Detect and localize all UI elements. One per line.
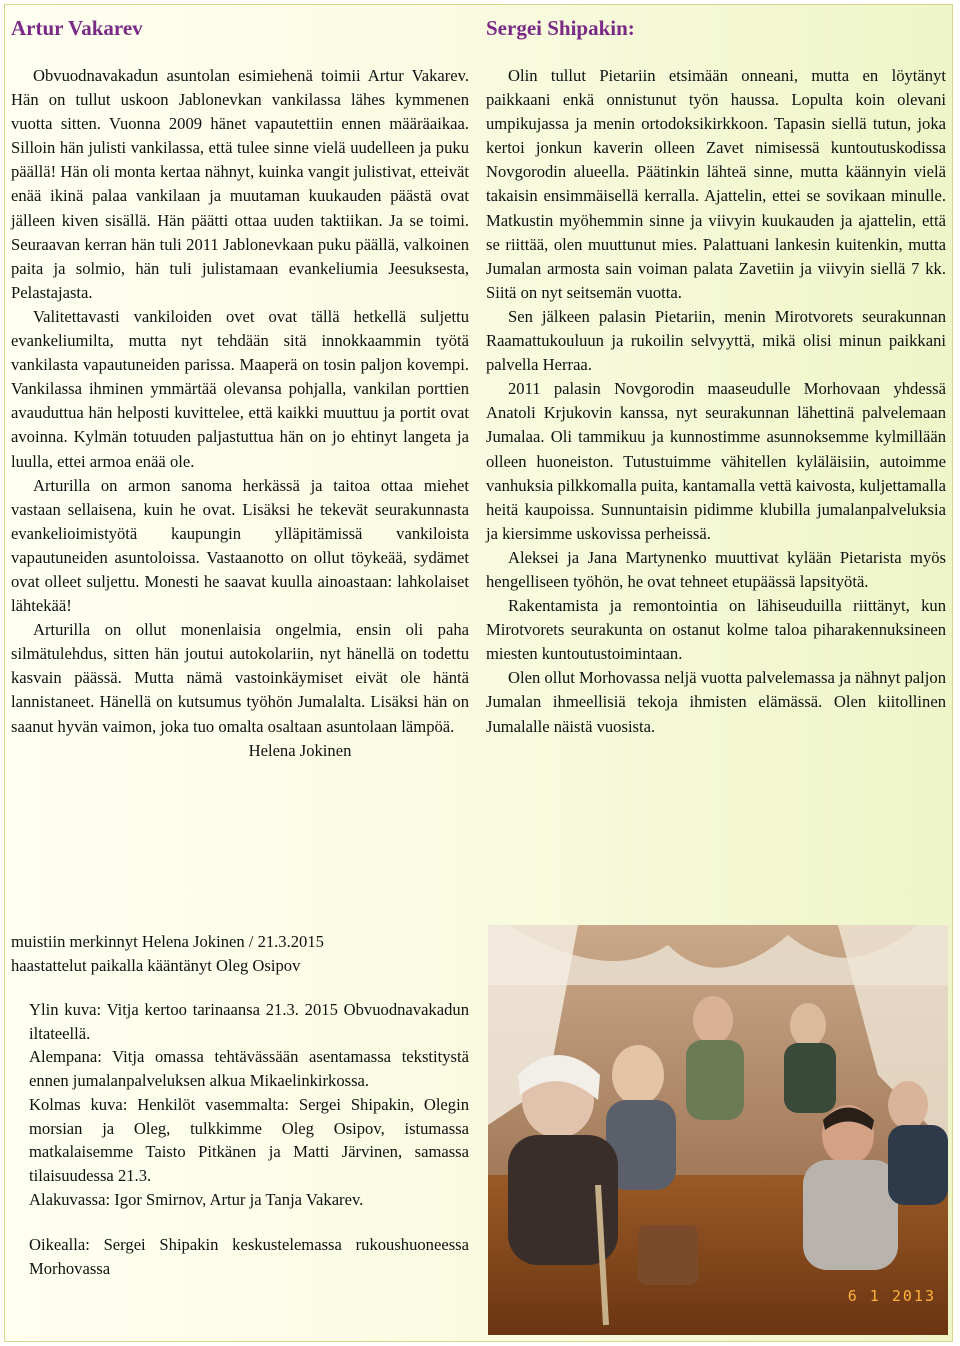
credits-line: muistiin merkinnyt Helena Jokinen / 21.3.2015 xyxy=(11,932,324,951)
caption-third: Kolmas kuva: Henkilöt vasemmalta: Sergei Shipakin, Olegin morsian ja Oleg, tulkkimme Oleg Osipov, istumassa matkalaisemme Taisto Pitkänen ja Matti Järvinen, samassa tilaisuudessa 21.3. xyxy=(29,1094,469,1185)
left-paragraph: Obvuodnavakadun asuntolan esimiehenä toimii Artur Vakarev. Hän on tullut uskoon Jablonevkan vankilassa lähes kymmenen vuotta sitten. Vuonna 2009 hänet vapautettiin ennen määräaikaa. Silloin hän julisti vankilassa, että tulee sinne vielä uudelleen ja puku päällä! Hän oli monta kertaa nähnyt, kuinka vangit julistivat, etteivät enää ikinä palaa vankilaan ja muutaman kuukauden päästä ovat jälleen kiven sisällä. Hän päätti ottaa uuden taktiikan. Ja se toimi. Seuraavan kerran hän tuli 2011 Jablonevkaan puku päällä, valkoinen paita ja solmio, hän tuli julistamaan evankeliumia Jeesuksesta, Pelastajasta. xyxy=(11,66,469,302)
photo-illustration xyxy=(488,925,948,1335)
photo-prayer-room xyxy=(488,925,948,1335)
caption-bottom: Alakuvassa: Igor Smirnov, Artur ja Tanja Vakarev. xyxy=(29,1189,364,1209)
photo-date-stamp: 6 1 2013 xyxy=(847,1287,936,1305)
left-paragraph: Arturilla on armon sanoma herkässä ja taitoa ottaa miehet vastaan sellaisena, kuin he ovat. Lisäksi he tekevät seurakunnasta evankelioimistyötä kaupungin ylläpitämissä vankiloista vapautuneiden asuntoloissa. Vastaanotto on ollut töykeää, sydämet ovat olleet suljettu. Monesti he saavat kuulla ainoastaan: lahkolaiset lähtekää! xyxy=(11,475,469,616)
credits xyxy=(11,930,471,977)
right-paragraph: Aleksei ja Jana Martynenko muuttivat kylään Pietarista myös hengelliseen työhön, he ovat tehneet etupäässä lapsityötä. xyxy=(486,547,946,591)
signature: Helena Jokinen xyxy=(248,740,352,760)
left-paragraph: Arturilla on ollut monenlaisia ongelmia, ensin oli paha silmätulehdus, sitten hän joutui autokolariin, nyt hänellä on todettu kasvain päässä. Mutta nämä vastoinkäymiset eivät ole häntä lannistaneet. Hänellä on kutsumus työhön Jumalalta. Lisäksi hän on saanut hyvän vaimon, joka tuo omalta osaltaan asuntolaan lämpöä. xyxy=(11,620,469,736)
right-article xyxy=(486,64,946,739)
caption-below: Alempana: Vitja omassa tehtävässään asentamassa tekstitystä ennen jumalanpalveluksen alkua Mikaelinkirkossa. xyxy=(29,1047,469,1091)
left-paragraph: Valitettavasti vankiloiden ovet ovat tällä hetkellä suljettu evankeliumilta, mutta nyt tehdään sitä innokkaammin työtä vankilasta vapautuneiden parissa. Maaperä on tosin paljon kovempi. Vankilassa ihminen ymmärtää olevansa pohjalla, vankilan porttien avauduttua hän helposti kuvittelee, että kaikki muuttuu ja portit ovat avoinna. Kylmän totuuden paljastuttua hän on jo ehtinyt langeta ja luulla, ettei armoa enää ole. xyxy=(11,306,469,471)
right-paragraph: Olen ollut Morhovassa neljä vuotta palvelemassa ja nähnyt paljon Jumalan ihmeellisiä tekoja ihmisten elämässä. Olen kiitollinen Jumalalle näistä vuosista. xyxy=(486,668,946,736)
right-paragraph: Rakentamista ja remontointia on lähiseuduilla riittänyt, kun Mirotvorets seurakunta on ostanut kolme taloa piharakennuksineen miesten kuntoutustoimintaan. xyxy=(486,596,946,664)
left-article xyxy=(11,64,469,763)
photo-captions xyxy=(29,998,469,1281)
right-heading: Sergei Shipakin: xyxy=(486,16,635,40)
right-paragraph: Sen jälkeen palasin Pietariin, menin Mirotvorets seurakunnan Raamattukouluun ja rukoilin selvyyttä, mikä olisi minun paikkani palvella Herraa. xyxy=(486,306,946,375)
caption-right-photo: Oikealla: Sergei Shipakin keskustelemassa rukoushuoneessa Morhovassa xyxy=(29,1235,469,1279)
credits-line: haastattelut paikalla kääntänyt Oleg Osipov xyxy=(11,955,301,975)
right-paragraph: Olin tullut Pietariin etsimään onneani, mutta en löytänyt paikkaani enkä onnistunut työn haussa. Lopulta koin olevani umpikujassa ja menin ortodoksikirkkoon. Tapasin siellä tutun, joka kertoi jonkun kaverin olleen Zavet nimisessä kuntoutuskodissa Novgorodin alueella. Päätinkin lähteä sinne, mutta käännyin vielä takaisin ensimmäisellä kerralla. Ajattelin, ettei se sovikaan minulle. Matkustin myöhemmin sinne ja viivyin kuukauden ja ajattelin, että se riittää, olen muuttunut mies. Palattuani lankesin kuitenkin, mutta Jumalan armosta sain voiman palata Zavetiin ja viivyin siellä 7 kk. Siitä on nyt seitsemän vuotta. xyxy=(486,66,946,302)
right-paragraph: 2011 palasin Novgorodin maaseudulle Morhovaan yhdessä Anatoli Krjukovin kanssa, nyt seurakunnan lähettinä palvelemaan Jumalaa. Oli tammikuu ja kunnostimme asunnoksemme kylmillään olleen huoneiston. Tutustuimme vähitellen kyläläisiin, autoimme vanhuksia pilkkomalla puita, kantamalla vettä kaivosta, kuljettamalla heitä kaupoissa. Sunnuntaisin pidimme klubilla jumalanpalveluksia ja kiersimme uskovissa perheissä. xyxy=(486,379,946,543)
left-heading: Artur Vakarev xyxy=(11,16,143,40)
caption-top: Ylin kuva: Vitja kertoo tarinaansa 21.3. 2015 Obvuodnavakadun iltateellä. xyxy=(29,1000,469,1043)
